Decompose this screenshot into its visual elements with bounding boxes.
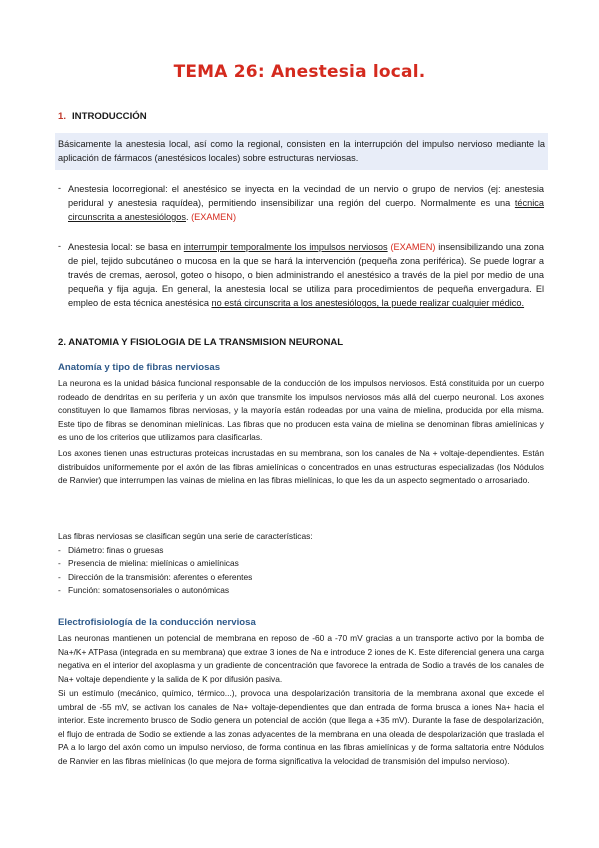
list-item: - Presencia de mielina: mielínicas o amielínicas (58, 557, 544, 570)
subheading-anatomia: Anatomía y tipo de fibras nerviosas (58, 362, 221, 373)
subheading-electrofisiologia: Electrofisiología de la conducción nerviosa (58, 617, 256, 628)
dash-icon: - (58, 571, 61, 582)
intro-highlight-paragraph: Básicamente la anestesia local, así como la regional, consisten en la interrupción del impulso nervioso mediante la aplicación de fármacos (anestésicos locales) sobre estructuras nerviosas. (55, 133, 548, 170)
dash-icon: - (58, 545, 61, 555)
bullet-text: Anestesia locorregional: el anestésico se inyecta en la vecindad de un nervio o grupo de nervios (ej: anestesia peridural y anestesia raquídea), permitiendo insensibilizar una región del cuerpo. Normalmente es una técnica circunscrita a anestesiólogos. (EXAMEN) (68, 184, 544, 222)
bullet-text: Anestesia local: se basa en interrumpir temporalmente los impulsos nerviosos (EXAMEN) insensibilizando una zona de piel, tejido subcutáneo o mucosa en la que se hará la intervención (pequeña zona periférica). Se puede lograr a través de cremas, aerosol, goteo o hisopo, o bien administrando el anestésico a través de la piel por medio de una pequeña y fija aguja. En general, la anestesia local se utiliza para procedimientos de pequeña envergadura. El empleo de esta técnica anestésica no está circunscrita a los anestesiólogos, la puede realizar cualquier médico. (68, 242, 544, 308)
section-1-number: 1. (58, 111, 67, 122)
section-1-heading (58, 111, 147, 122)
exam-tag: (EXAMEN) (191, 212, 236, 222)
underlined-text: no está circunscrita a los anestesiólogos, la puede realizar cualquier médico. (211, 298, 525, 308)
dash-icon: - (58, 558, 61, 569)
underlined-text: interrumpir temporalmente los impulsos nerviosos (183, 242, 388, 252)
document-title: TEMA 26: Anestesia local. (173, 62, 426, 82)
bullet-locorregional (58, 182, 544, 224)
underlined-text: técnica circunscrita a anestesiólogos (68, 198, 544, 222)
paragraph: Si un estímulo (mecánico, químico, térmico...), provoca una despolarización transitoria de la membrana axonal que excede el umbral de -55 mV, se activan los canales de Na+ voltaje-dependientes que dan entrada de forma brusca a iones Na+ hacia el interior. Este incremento brusco de Sodio genera un potencial de acción (que llega a +35 mV). Durante la fase de despolarización, el flujo de entrada de Sodio se extiende a las zonas adyacentes de la membrana en una oleada de despolarización que traslada el PA a lo largo del axón como un impulso nervioso, de forma continua en las fibras amielínicas y de forma saltatoria entre Nódulos de Ranvier en las fibras mielínicas (lo que mejora de forma significativa la velocidad de transmisión del impulso nervioso). (58, 688, 544, 766)
paragraph: Los axones tienen unas estructuras proteicas incrustadas en su membrana, son los canales de Na + voltaje-dependientes. Están distribuidos uniformemente por el axón de las fibras amielínicas o concentrados en unas estructuras especializadas (los Nódulos de Ranvier) que interrumpen las vainas de mielina en las fibras mielínicas, lo que les da un aspecto segmentado o arrosariado. (58, 448, 544, 486)
fiber-classification-list (58, 544, 544, 598)
exam-tag: (EXAMEN) (390, 242, 436, 252)
dash-icon: - (58, 585, 61, 596)
list-item: - Función: somatosensoriales o autonómicas (58, 584, 544, 597)
list-item: - Diámetro: finas o gruesas (58, 544, 544, 557)
paragraph: Las fibras nerviosas se clasifican según una serie de características: (58, 531, 313, 541)
bullet-local (58, 240, 544, 310)
section-2-heading: 2. ANATOMIA Y FISIOLOGIA DE LA TRANSMISION NEURONAL (58, 337, 344, 348)
paragraph: La neurona es la unidad básica funcional responsable de la conducción de los impulsos nerviosos. Está constituida por un cuerpo rodeado de dendritas en su periferia y un axón que transmite los impulsos nerviosos más allá del cuerpo neuronal. Los axones constituyen lo que llamamos fibras nerviosas, y la mayoría están rodeadas por una vaina de mielina, producida por ella misma. Este tipo de fibras se denominan mielínicas. Las fibras que no producen esta vaina de mielina se denominan fibras amielínicas y es uno de los criterios que utilizamos para clasificarlas. (58, 378, 544, 443)
paragraph: Las neuronas mantienen un potencial de membrana en reposo de -60 a -70 mV gracias a un transporte activo por la bomba de Na+/K+ ATPasa (integrada en su membrana) que extrae 3 iones de Na e introduce 2 iones de K. Este diferencial genera una carga negativa en el interior del axoplasma y un gradiente de concentración que favorece la entrada de Sodio a través de los canales de Na+ voltaje dependiente y la salida de K por difusión pasiva. (58, 633, 544, 684)
dash-icon: - (58, 183, 61, 193)
dash-icon: - (58, 241, 61, 251)
section-1-title: INTRODUCCIÓN (72, 111, 147, 122)
list-item: - Dirección de la transmisión: aferentes o eferentes (58, 571, 544, 584)
